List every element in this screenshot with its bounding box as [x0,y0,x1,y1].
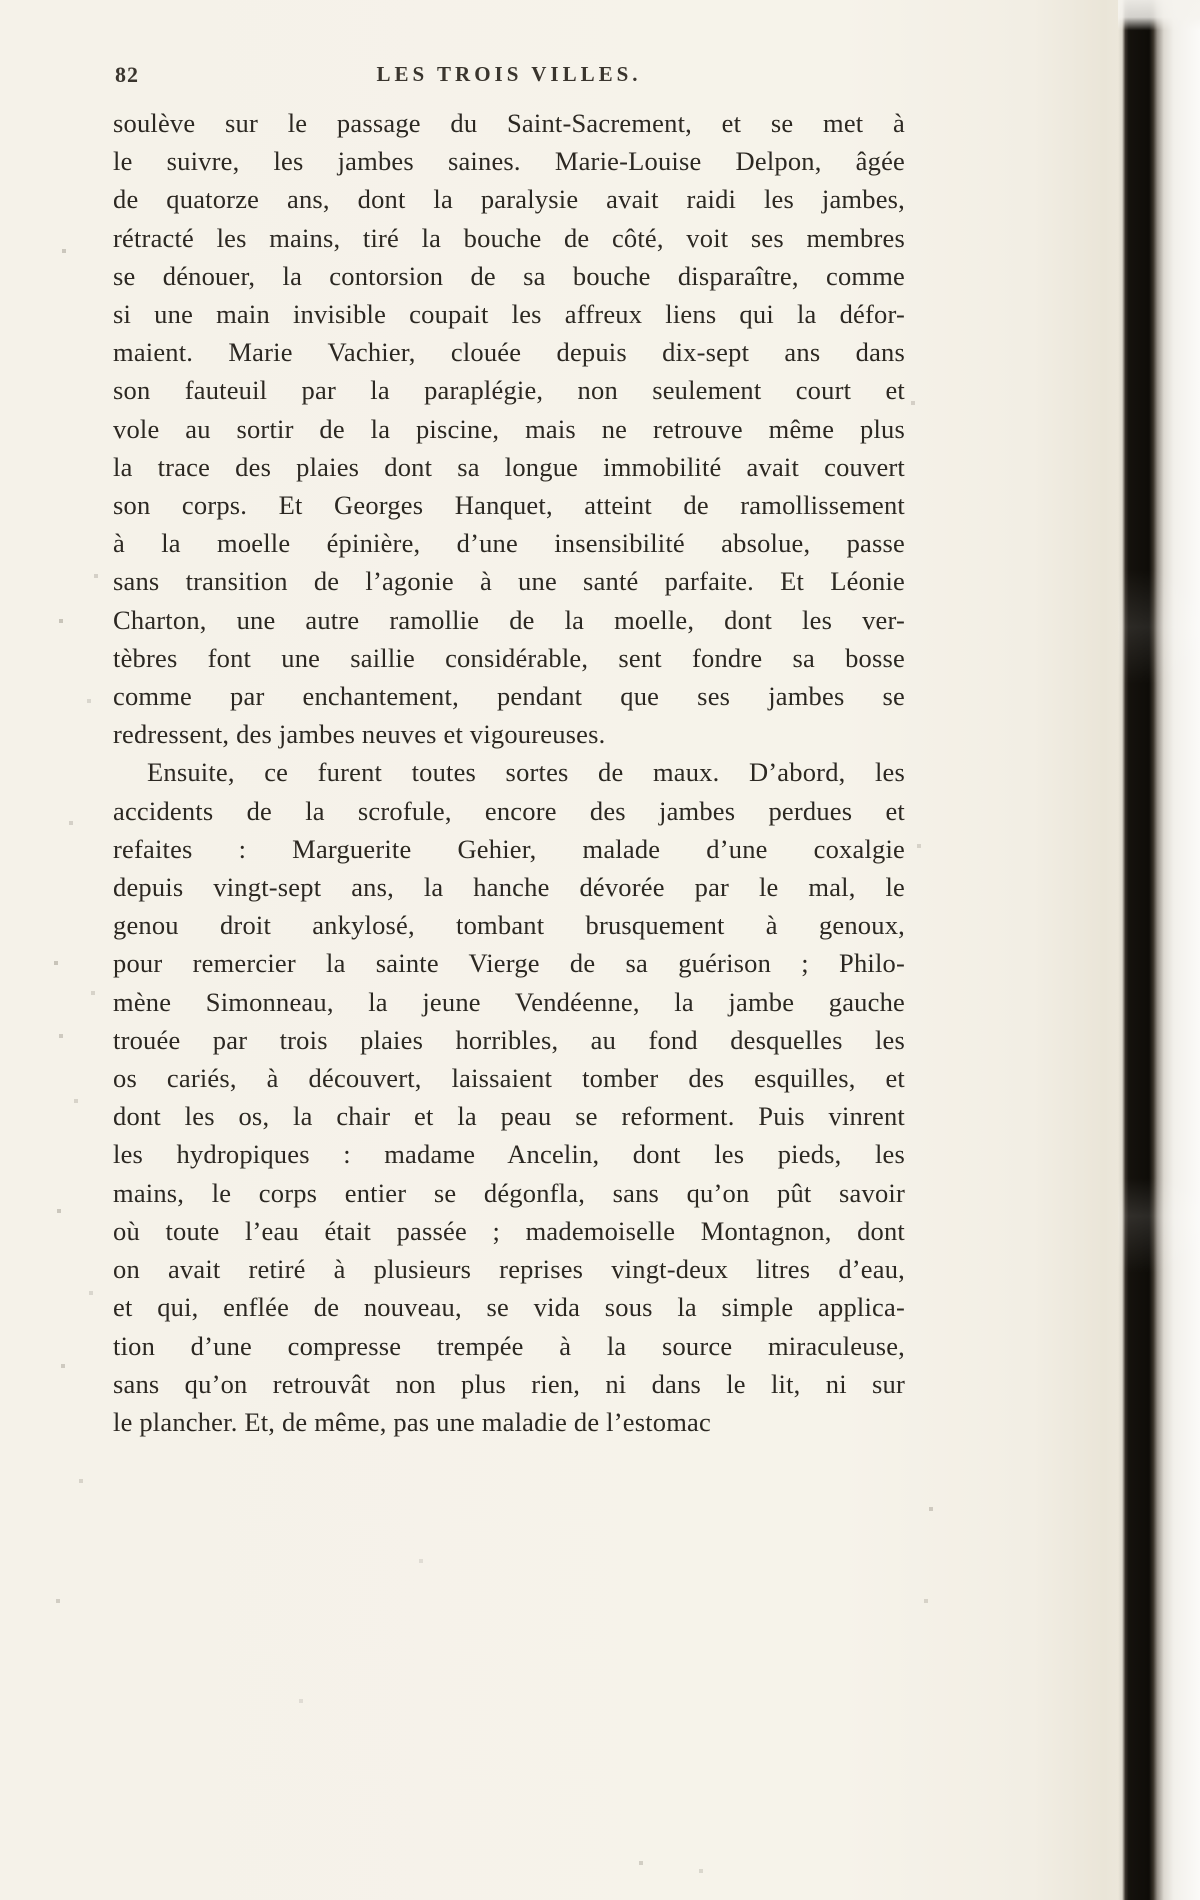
paragraph [113,104,905,753]
text-line: à la moelle épinière, d’une insensibilité absolue, passe [113,528,905,559]
text-line: son fauteuil par la paraplégie, non seulement court et [113,375,905,406]
text-line: le suivre, les jambes saines. Marie-Louise Delpon, âgée [113,146,905,177]
text-line: maient. Marie Vachier, clouée depuis dix-sept ans dans [113,337,905,368]
text-line: comme par enchantement, pendant que ses jambes se [113,681,905,712]
text-line: si une main invisible coupait les affreux liens qui la défor- [113,299,905,330]
running-title: LES TROIS VILLES. [376,62,642,86]
text-line: tèbres font une saillie considérable, sent fondre sa bosse [113,642,905,673]
text-line: genou droit ankylosé, tombant brusquement à genoux, [113,910,905,941]
text-line: os cariés, à découvert, laissaient tomber des esquilles, et [113,1063,905,1094]
text-line: le plancher. Et, de même, pas une maladie de l’estomac [113,1406,711,1437]
text-line: tion d’une compresse trempée à la source miraculeuse, [113,1330,905,1361]
text-line: et qui, enflée de nouveau, se vida sous la simple applica- [113,1292,905,1323]
page-header [113,62,905,92]
text-line: mains, le corps entier se dégonfla, sans qu’on pût savoir [113,1177,905,1208]
text-line: redressent, des jambes neuves et vigoureuses. [113,719,606,750]
text-line: accidents de la scrofule, encore des jambes perdues et [113,795,905,826]
text-line: de quatorze ans, dont la paralysie avait raidi les jambes, [113,184,905,215]
text-line: vole au sortir de la piscine, mais ne retrouve même plus [113,413,905,444]
text-line: dont les os, la chair et la peau se reforment. Puis vinrent [113,1101,905,1132]
text-line: refaites : Marguerite Gehier, malade d’une coxalgie [113,833,905,864]
text-line: les hydropiques : madame Ancelin, dont les pieds, les [113,1139,905,1170]
scan-noise-specks [0,0,2,2]
text-line: trouée par trois plaies horribles, au fond desquelles les [113,1024,905,1055]
text-line: rétracté les mains, tiré la bouche de côté, voit ses membres [113,222,905,253]
text-line: la trace des plaies dont sa longue immobilité avait couvert [113,451,905,482]
text-line: sans qu’on retrouvât non plus rien, ni dans le lit, ni sur [113,1368,905,1399]
paragraph [113,753,905,1441]
text-line: pour remercier la sainte Vierge de sa guérison ; Philo- [113,948,905,979]
page-body [113,104,905,1441]
text-line: soulève sur le passage du Saint-Sacrement, et se met à [113,108,905,138]
text-line: Charton, une autre ramollie de la moelle, dont les ver- [113,604,905,635]
page-number: 82 [115,62,139,87]
scan-binding-edge-texture [1118,0,1200,1900]
text-line: son corps. Et Georges Hanquet, atteint de ramollissement [113,490,905,521]
text-line: où toute l’eau était passée ; mademoiselle Montagnon, dont [113,1215,905,1246]
text-line: on avait retiré à plusieurs reprises vingt-deux litres d’eau, [113,1254,905,1285]
text-line: sans transition de l’agonie à une santé parfaite. Et Léonie [113,566,905,597]
text-line: depuis vingt-sept ans, la hanche dévorée par le mal, le [113,872,905,903]
text-line: Ensuite, ce furent toutes sortes de maux. D’abord, les [147,757,905,788]
text-line: se dénouer, la contorsion de sa bouche disparaître, comme [113,260,905,291]
text-line: mène Simonneau, la jeune Vendéenne, la jambe gauche [113,986,905,1017]
